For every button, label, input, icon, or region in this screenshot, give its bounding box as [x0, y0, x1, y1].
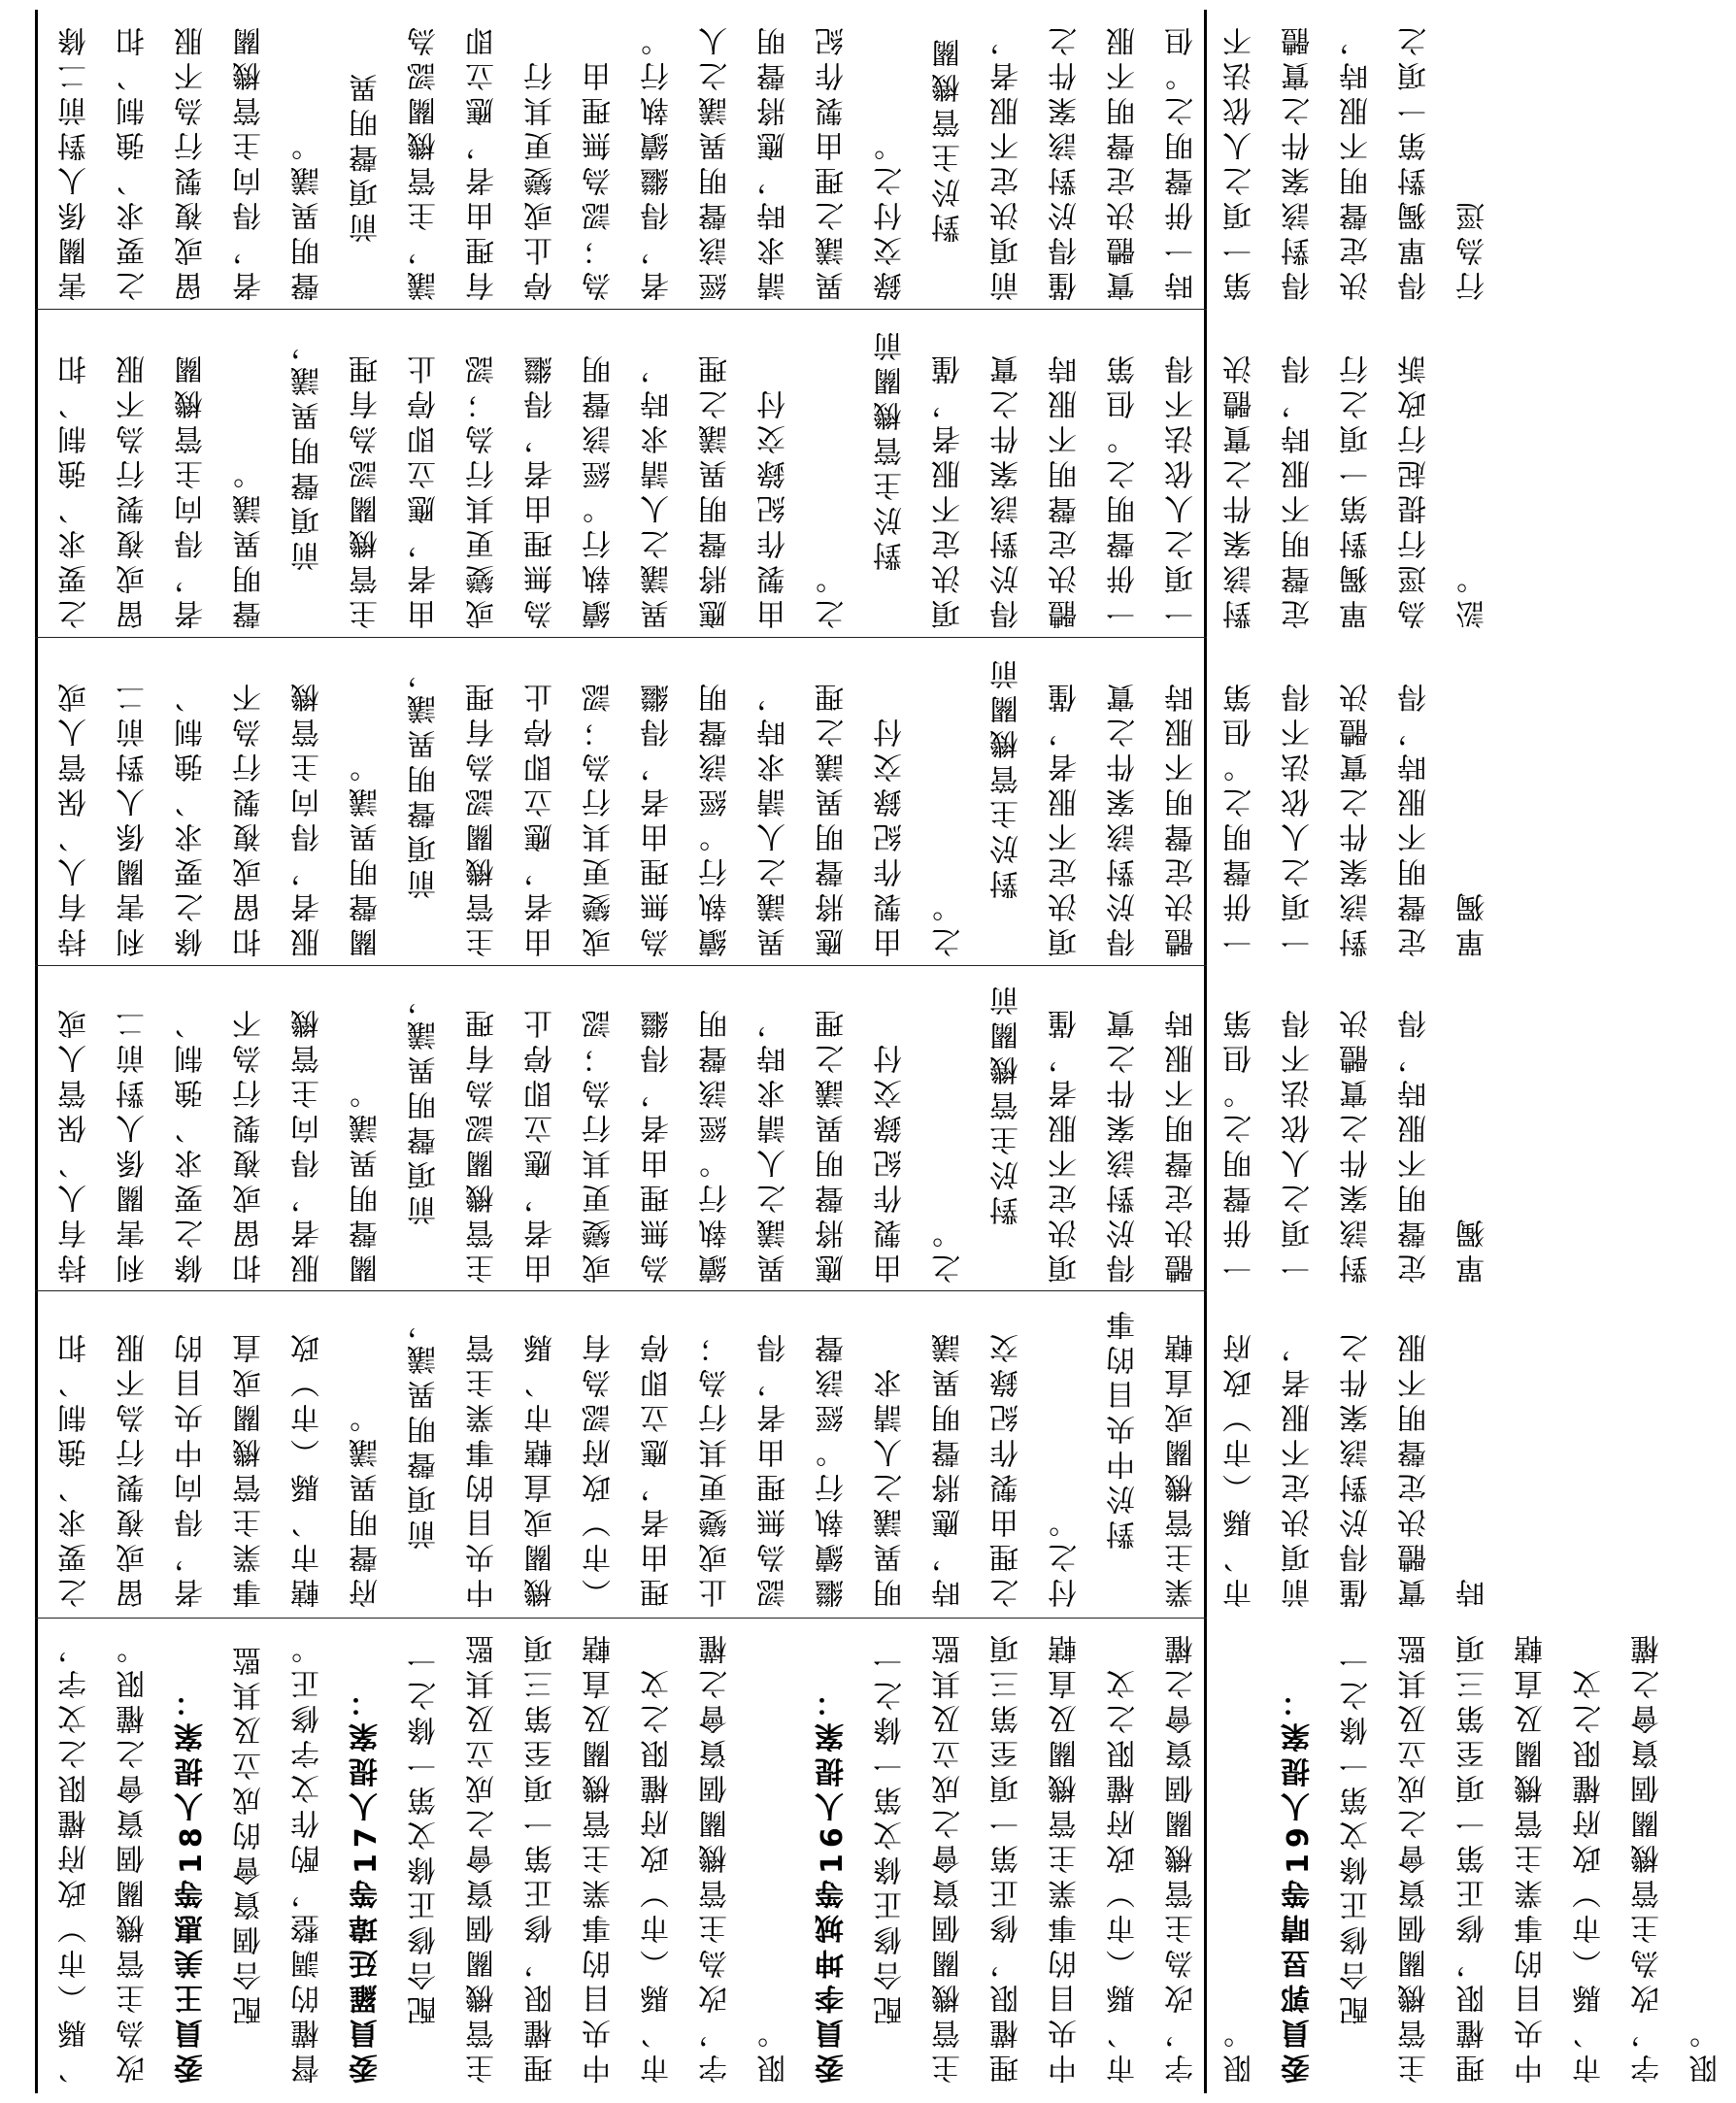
- column-5-provision-text: [47, 1297, 1490, 1608]
- provision-paragraph: 對於主管機關前項決定不服者，僅得於對該案件之實體決定聲明不服時一併聲明之。但第一項之人依法不得對該案件之實體決定聲明不服時，得單獨對第一項之行為逕行提起行政訴訟。: [874, 326, 1490, 629]
- proposer-heading: 委員王美惠等18人提案：: [175, 1682, 209, 2084]
- note-paragraph: 配合個資會的成立及其監督權的調整，酌作文字修正。: [233, 1629, 325, 2084]
- proposer-heading: 委員羅廷瑋等17人提案：: [350, 1682, 384, 2084]
- column-divider: [35, 965, 1207, 966]
- note-paragraph: 配合修正條文第一條之一主管機關個資會之成立及其監理權限，修正第一項至第三項中央目的事業主管機關及直轄市、縣（市）政府權限之文字，改為主管機關個資會之權限。: [1340, 1629, 1723, 2084]
- proposer-heading: 委員李坤城等16人提案：: [816, 1682, 850, 2084]
- column-6-proposal-notes: [47, 1625, 1723, 2084]
- proposer-heading: 委員郭昱晴等19人提案：: [1282, 1682, 1316, 2084]
- provision-paragraph: 持有人、保管人或利害關係人對前二條之要求、強制、扣留或複製行為不服者，得向主管機關聲明異議。: [58, 678, 384, 957]
- provision-paragraph: 之要求、強制、扣留或複製行為不服者，得向中央目的事業主管機關或直轄市、縣（市）政府聲明異議。: [58, 1328, 384, 1608]
- provision-paragraph: 害關係人對前二條之要求、強制、扣留或複製行為不服者，得向主管機關聲明異議。: [58, 21, 325, 301]
- provision-paragraph: 之要求、強制、扣留或複製行為不服者，得向主管機關聲明異議。: [58, 350, 267, 629]
- column-divider: [35, 1618, 1207, 1619]
- provision-paragraph: 對於中央目的事業主管機關或直轄市、縣（市）政府前項決定不服者，僅得於對該案件之實體決定聲明不服時: [1107, 1305, 1490, 1608]
- page-rule-left: [35, 10, 38, 2093]
- provision-paragraph: 對於主管機關前項決定不服者，僅得於對該案件之實體決定聲明不服時一併聲明之。但第一項之人依法不得對該案件之實體決定聲明不服時，得單獨: [990, 981, 1490, 1284]
- column-divider: [35, 1290, 1207, 1291]
- provision-paragraph: 前項聲明異議，主管機關認為有理由者，應立即停止或變更其行為；認為無理由者，得繼續執行。經該聲明異議之人請求時，應將聲明異議之理由製作紀錄交付之。: [408, 981, 966, 1284]
- provision-paragraph: 對於主管機關前項決定不服者，僅得於對該案件之實體決定聲明不服時一併聲明之。但第一項之人依法不得對該案件之實體決定聲明不服時，得單獨對第一項之行為逕: [932, 21, 1490, 301]
- column-1-provision-text: [47, 16, 1490, 301]
- provision-paragraph: 前項聲明異議，主管機關認為有理由者，應立即停止或變更其行為；認為無理由者，得繼續執行。經該聲明異議之人請求時，應將聲明異議之理由製作紀錄交付之。: [350, 21, 908, 301]
- note-paragraph: 、縣（市）政府權限之文字，改為主管機關個資會之權限。: [58, 1629, 150, 2084]
- column-4-provision-text: [47, 973, 1490, 1284]
- provision-paragraph: 持有人、保管人或利害關係人對前二條之要求、強制、扣留或複製行為不服者，得向主管機關聲明異議。: [58, 1004, 384, 1284]
- provision-paragraph: 對於主管機關前項決定不服者，僅得於對該案件之實體決定聲明不服時一併聲明之。但第一項之人依法不得對該案件之實體決定聲明不服時，得單獨: [990, 654, 1490, 957]
- column-3-provision-text: [47, 645, 1490, 957]
- provision-paragraph: 前項聲明異議，主管機關認為有理由者，應立即停止或變更其行為；認為無理由者，得繼續執行。經該聲明異議之人請求時，應將聲明異議之理由製作紀錄交付之。: [291, 326, 850, 629]
- provision-paragraph: 前項聲明異議，中央目的事業主管機關或直轄市、縣（市）政府認為有理由者，應立即停止或變更其行為；認為無理由者，得繼續執行。經該聲明異議之人請求時，應將聲明異議之理由製作紀錄交付之。: [408, 1305, 1083, 1608]
- column-2-provision-text: [47, 317, 1490, 629]
- provision-paragraph: 前項聲明異議，主管機關認為有理由者，應立即停止或變更其行為；認為無理由者，得繼續執行。經該聲明異議之人請求時，應將聲明異議之理由製作紀錄交付之。: [408, 654, 966, 957]
- note-paragraph: 配合修正條文第一條之一主管機關個資會之成立及其監理權限，修正第一項至第三項中央目的事業主管機關及直轄市、縣（市）政府權限之文字，改為主管機關個資會之權限。: [874, 1629, 1257, 2084]
- note-paragraph: 配合修正條文第一條之一主管機關個資會之成立及其監理權限，修正第一項至第三項中央目的事業主管機關及直轄市、縣（市）政府權限之文字，改為主管機關個資會之權限。: [408, 1629, 791, 2084]
- column-divider: [35, 637, 1207, 638]
- column-divider: [35, 309, 1207, 310]
